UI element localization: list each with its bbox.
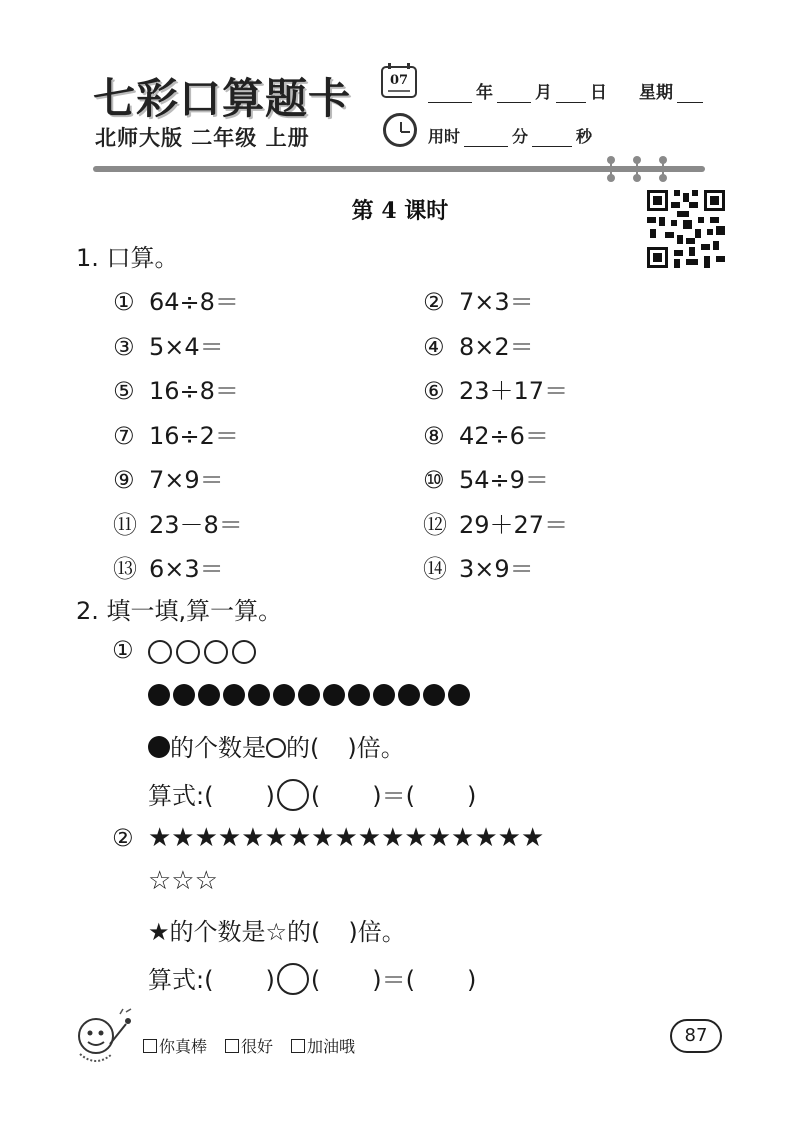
clock-icon (383, 113, 417, 147)
problem-expression: 16÷8＝ (149, 377, 239, 405)
math-problem[interactable] (113, 282, 239, 317)
seconds-blank[interactable] (532, 129, 572, 147)
binder-pin-icon (658, 156, 668, 182)
solid-circle-icon (148, 684, 170, 706)
year-blank[interactable] (428, 85, 472, 103)
problem-expression: 6×3＝ (149, 555, 224, 583)
part-2-statement: ★的个数是☆的( )倍。 (148, 918, 406, 946)
solid-circle-icon (373, 684, 395, 706)
problem-number: ③ (113, 332, 135, 361)
question-1-title: 1. 口算。 (76, 244, 179, 272)
solid-circle-icon (273, 684, 295, 706)
problem-expression: 29＋27＝ (459, 510, 569, 539)
solid-circle-icon (148, 736, 170, 758)
math-problem[interactable] (423, 371, 568, 406)
solid-circle-icon (423, 684, 445, 706)
year-label: 年 (476, 83, 493, 103)
hollow-circle-icon (148, 640, 172, 664)
calendar-day: 07 (389, 73, 409, 88)
brand-title: 七彩口算题卡 (93, 74, 352, 123)
solid-star-row: ★★★★★★★★★★★★★★★★★ (148, 823, 545, 853)
solid-circle-icon (323, 684, 345, 706)
problem-expression: 7×9＝ (149, 466, 224, 494)
math-problem[interactable] (113, 416, 239, 451)
solid-circle-icon (348, 684, 370, 706)
problem-expression: 54÷9＝ (459, 466, 549, 494)
problem-number: ⑩ (423, 466, 445, 494)
problem-number: ② (423, 288, 445, 316)
math-problem[interactable] (423, 282, 534, 317)
problem-expression: 5×4＝ (149, 332, 224, 361)
month-label: 月 (535, 83, 552, 103)
problem-expression: 3×9＝ (459, 555, 534, 583)
math-problem[interactable] (423, 327, 534, 362)
problem-expression: 16÷2＝ (149, 421, 239, 450)
solid-circle-icon (448, 684, 470, 706)
binder-pin-icon (632, 156, 642, 182)
solid-circle-icon (298, 684, 320, 706)
time-prefix: 用时 (428, 127, 461, 146)
problem-number: ⑪ (113, 510, 137, 539)
problem-number: ⑤ (113, 377, 135, 405)
hollow-circle-icon (266, 738, 286, 758)
math-problem[interactable] (423, 505, 568, 540)
math-problem[interactable] (113, 327, 224, 362)
qr-code-icon[interactable] (647, 189, 725, 269)
problem-number: ⑫ (423, 510, 447, 539)
checkbox[interactable] (225, 1039, 239, 1053)
problem-expression: 64÷8＝ (149, 288, 239, 316)
solid-circle-icon (248, 684, 270, 706)
hollow-circle-row (148, 640, 256, 664)
problem-number: ⑧ (423, 421, 445, 450)
math-problem[interactable] (423, 549, 534, 584)
problem-expression: 42÷6＝ (459, 421, 549, 450)
checkbox[interactable] (143, 1039, 157, 1053)
checkbox[interactable] (291, 1039, 305, 1053)
problem-expression: 8×2＝ (459, 332, 534, 361)
problem-expression: 23＋17＝ (459, 377, 569, 405)
math-problem[interactable] (113, 371, 239, 406)
problem-number: ⑥ (423, 377, 445, 405)
problem-number: ④ (423, 332, 445, 361)
problem-number: ① (113, 288, 135, 316)
binder-pin-icon (606, 156, 616, 182)
problem-number: ⑦ (113, 421, 135, 450)
hollow-circle-icon (204, 640, 228, 664)
math-problem[interactable] (113, 549, 224, 584)
rating-option[interactable]: 加油哦 (291, 1034, 355, 1057)
solid-circle-icon (398, 684, 420, 706)
month-blank[interactable] (497, 85, 531, 103)
date-fill-row (428, 78, 703, 103)
problem-expression: 7×3＝ (459, 288, 534, 316)
rating-option[interactable]: 你真棒 (143, 1034, 207, 1057)
solid-circle-icon (223, 684, 245, 706)
part-1-statement: 的个数是 的( )倍。 (148, 728, 405, 763)
minutes-blank[interactable] (464, 129, 508, 147)
page-number: 87 (670, 1019, 722, 1053)
hollow-circle-icon (232, 640, 256, 664)
math-problem[interactable] (113, 460, 224, 495)
problem-expression: 23－8＝ (149, 510, 243, 539)
operator-circle[interactable] (277, 779, 309, 811)
lesson-title: 第 4 课时 (351, 198, 449, 224)
hollow-star-row: ☆☆☆ (148, 866, 218, 896)
seconds-label: 秒 (576, 127, 593, 146)
math-problem[interactable] (423, 460, 549, 495)
solid-circle-icon (198, 684, 220, 706)
day-blank[interactable] (556, 85, 586, 103)
mascot-icon (70, 1006, 136, 1072)
weekday-label: 星期 (639, 83, 673, 103)
math-problem[interactable] (113, 505, 243, 540)
problem-number: ⑭ (423, 555, 447, 583)
day-label: 日 (590, 83, 607, 103)
rating-option[interactable]: 很好 (225, 1034, 273, 1057)
calendar-icon (381, 66, 417, 98)
minutes-label: 分 (512, 127, 529, 146)
solid-circle-icon (173, 684, 195, 706)
self-rating-options (143, 1034, 355, 1057)
part-2-formula: 算式:( ) ( )＝( ) (148, 960, 476, 995)
question-2-title: 2. 填一填,算一算。 (76, 597, 283, 625)
part-2-marker: ② (112, 824, 134, 852)
part-1-marker: ① (112, 636, 134, 664)
hollow-circle-icon (176, 640, 200, 664)
part-1-formula: 算式:( ) ( )＝( ) (148, 776, 476, 811)
math-problem[interactable] (423, 416, 549, 451)
problem-number: ⑬ (113, 555, 137, 583)
problem-number: ⑨ (113, 466, 135, 494)
edition-label: 北师大版 二年级 上册 (95, 126, 310, 150)
solid-circle-row (148, 684, 470, 706)
weekday-blank[interactable] (677, 85, 703, 103)
time-fill-row (428, 124, 592, 147)
operator-circle[interactable] (277, 963, 309, 995)
